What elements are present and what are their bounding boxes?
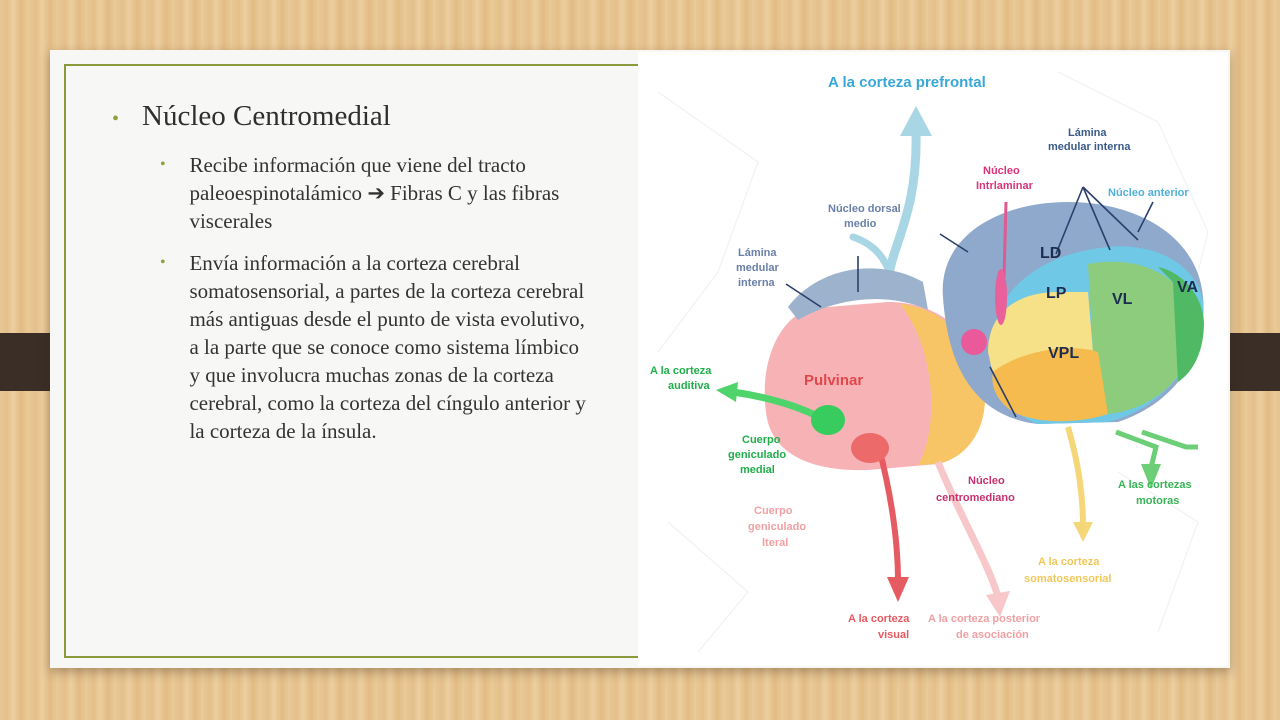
thalamus-diagram xyxy=(638,52,1228,666)
heading-item xyxy=(112,100,592,133)
label-somatosensorial: A la corteza xyxy=(1038,556,1100,568)
bullet-icon: • xyxy=(160,254,166,271)
decorative-band-right xyxy=(1222,333,1280,391)
bullet-icon: • xyxy=(160,156,166,173)
label-posterior: de asociación xyxy=(956,629,1029,641)
label-nucleo-anterior: Núcleo anterior xyxy=(1108,187,1189,199)
bullet-text-part: Fibras C y las fibras viscerales xyxy=(189,181,560,233)
label-dorsal-medio: Núcleo dorsal xyxy=(828,203,901,215)
label-lamina-interna: Lámina xyxy=(1068,127,1107,139)
label-prefrontal: A la corteza prefrontal xyxy=(828,74,986,91)
prefrontal-arrowhead xyxy=(900,106,932,136)
label-auditiva: A la corteza xyxy=(650,365,712,377)
label-lamina-left: interna xyxy=(738,277,775,289)
label-visual: A la corteza xyxy=(848,613,910,625)
label-lp: LP xyxy=(1046,285,1067,302)
label-geniculado-lateral: lteral xyxy=(762,537,789,549)
label-intralaminar: Núcleo xyxy=(983,165,1020,177)
label-vl: VL xyxy=(1112,291,1133,308)
somatosensory-arrowhead xyxy=(1073,522,1093,542)
slide-content xyxy=(112,100,592,459)
slide xyxy=(50,50,1230,668)
thalamus-diagram-svg xyxy=(638,52,1228,666)
label-visual: visual xyxy=(878,629,910,641)
medial-geniculate xyxy=(811,405,845,435)
intralaminar-line xyxy=(1004,202,1006,277)
label-dorsal-medio: medio xyxy=(844,218,877,230)
bullet-item xyxy=(160,249,592,445)
arrow-icon: ➔ xyxy=(367,181,385,205)
somatosensory-arrow-line xyxy=(1068,427,1083,527)
label-lamina-interna: medular interna xyxy=(1048,141,1131,153)
label-motoras: motoras xyxy=(1136,495,1180,507)
label-va: VA xyxy=(1177,279,1199,296)
auditory-arrowhead xyxy=(716,382,738,402)
label-geniculado-medial: medial xyxy=(740,464,775,476)
label-motoras: A las cortezas xyxy=(1118,479,1192,491)
bullet-item xyxy=(160,151,592,235)
slide-heading: Núcleo Centromedial xyxy=(142,100,391,132)
label-geniculado-medial: Cuerpo xyxy=(742,434,781,446)
bullet-text: Envía información a la corteza cerebral somatosensorial, a partes de la corteza cerebral más antiguas desde el punto de vista evolutivo, a la parte que se conoce como sistema límbico y que involucra muchas zonas de la corteza cerebral, como la corteza del cíngulo anterior y la corteza de la ínsula. xyxy=(189,251,586,443)
label-geniculado-lateral: Cuerpo xyxy=(754,505,793,517)
label-vpl: VPL xyxy=(1048,345,1080,362)
label-geniculado-lateral: geniculado xyxy=(748,521,807,533)
visual-arrowhead xyxy=(887,577,909,602)
label-intralaminar: Intrlaminar xyxy=(976,180,1033,192)
label-centromediano: Núcleo xyxy=(968,475,1005,487)
label-ld: LD xyxy=(1040,245,1062,262)
bullet-text xyxy=(189,151,592,235)
bullet-icon: • xyxy=(112,108,120,130)
label-pulvinar: Pulvinar xyxy=(804,372,864,389)
label-somatosensorial: somatosensorial xyxy=(1024,573,1112,585)
label-posterior: A la corteza posterior xyxy=(928,613,1041,625)
label-lamina-left: medular xyxy=(736,262,779,274)
centromedian-nucleus xyxy=(961,329,987,355)
lateral-geniculate xyxy=(851,433,889,463)
label-lamina-left: Lámina xyxy=(738,247,777,259)
label-centromediano: centromediano xyxy=(936,492,1015,504)
bullet-text-part: Recibe información que viene del tracto paleoespinotalámico xyxy=(189,153,526,205)
intralaminar-nucleus xyxy=(995,269,1007,325)
label-geniculado-medial: geniculado xyxy=(728,449,787,461)
label-auditiva: auditiva xyxy=(668,380,710,392)
